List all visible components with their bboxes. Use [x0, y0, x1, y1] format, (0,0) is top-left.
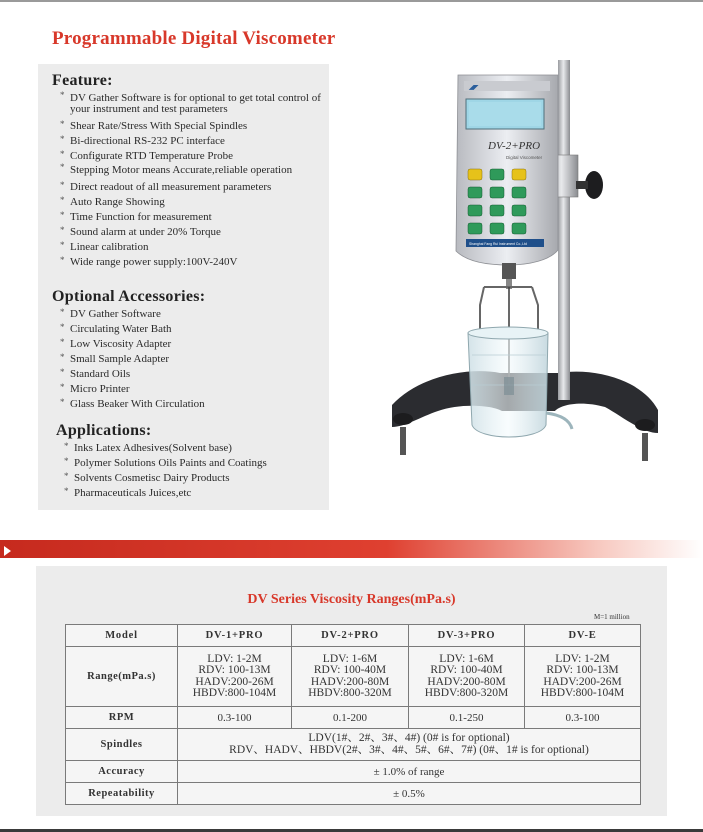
page-title: Programmable Digital Viscometer — [52, 28, 336, 49]
keypad-key — [490, 187, 504, 198]
list-item: * Polymer Solutions Oils Paints and Coatings — [64, 456, 326, 471]
list-item: * Bi-directional RS-232 PC interface — [60, 134, 326, 149]
list-item: * Circulating Water Bath — [60, 322, 320, 337]
keypad-key — [512, 187, 526, 198]
stand-foot-right — [642, 433, 648, 461]
range-cell: LDV: 1-6M RDV: 100-40M HADV:200-80M HBDV:800-320M — [409, 647, 525, 707]
row-label: Repeatability — [66, 783, 178, 805]
table-row — [66, 647, 641, 707]
stand-pole — [558, 60, 570, 400]
arrow-right-icon — [4, 546, 11, 556]
list-item: * Sound alarm at under 20% Torque — [60, 225, 326, 240]
range-cell: LDV: 1-2M RDV: 100-13M HADV:200-26M HBDV:800-104M — [178, 647, 292, 707]
header-cell: DV-3+PRO — [409, 625, 525, 647]
section-divider-band — [0, 540, 703, 558]
accessories-list — [60, 307, 320, 412]
header-cell: DV-2+PRO — [292, 625, 409, 647]
list-item: * Low Viscosity Adapter — [60, 337, 320, 352]
list-item: * DV Gather Software is for optional to get total control of your instrument and test parameters — [60, 92, 326, 115]
svg-text:◢◤: ◢◤ — [469, 85, 479, 91]
feature-list — [60, 92, 326, 270]
stand-foot-pad-right — [635, 419, 655, 431]
spindle-coupling — [502, 263, 516, 279]
stand-foot-left — [400, 427, 406, 455]
spindles-cell: LDV(1#、2#、3#、4#) (0# is for optional) RDV、HADV、HBDV(2#、3#、4#、5#、6#、7#) (0#、1# is for optional) — [178, 729, 641, 761]
viscometer-illustration — [380, 55, 670, 475]
list-item: * Standard Oils — [60, 367, 320, 382]
table-title: DV Series Viscosity Ranges(mPa.s) — [247, 592, 456, 607]
list-item: * Linear calibration — [60, 240, 326, 255]
accessories-heading: Optional Accessories: — [52, 288, 206, 305]
header-cell: Model — [66, 625, 178, 647]
viscosity-ranges-table — [65, 624, 641, 805]
table-row — [66, 729, 641, 761]
table-row — [66, 761, 641, 783]
applications-heading: Applications: — [56, 422, 152, 439]
row-label: Spindles — [66, 729, 178, 761]
row-label: Range(mPa.s) — [66, 647, 178, 707]
feature-heading: Feature: — [52, 72, 113, 89]
list-item: * Stepping Motor means Accurate,reliable operation — [60, 164, 326, 176]
list-item: * Inks Latex Adhesives(Solvent base) — [64, 441, 326, 456]
repeatability-cell: ± 0.5% — [178, 783, 641, 805]
table-row — [66, 783, 641, 805]
keypad-key — [468, 169, 482, 180]
list-item: * Auto Range Showing — [60, 195, 326, 210]
applications-list — [64, 441, 326, 501]
keypad-key — [490, 169, 504, 180]
table-row — [66, 625, 641, 647]
display-model: DV-2+PRO — [488, 140, 541, 152]
row-label: RPM — [66, 707, 178, 729]
rpm-cell: 0.1-200 — [292, 707, 409, 729]
keypad-key — [468, 205, 482, 216]
rpm-cell: 0.3-100 — [525, 707, 641, 729]
brand-plate: Shanghai Fang Rui Instrument Co.,Ltd — [469, 242, 527, 246]
list-item: * Small Sample Adapter — [60, 352, 320, 367]
table-row — [66, 707, 641, 729]
display-subtitle: Digital Viscometer — [506, 155, 543, 160]
keypad-key — [512, 205, 526, 216]
keypad-key — [512, 169, 526, 180]
list-item: * Time Function for measurement — [60, 210, 326, 225]
keypad-key — [468, 223, 482, 234]
table-note: M=1 million — [594, 613, 630, 621]
header-cell: DV-E — [525, 625, 641, 647]
accuracy-cell: ± 1.0% of range — [178, 761, 641, 783]
list-item: * Shear Rate/Stress With Special Spindles — [60, 119, 326, 134]
top-edge — [0, 0, 703, 2]
list-item: * Wide range power supply:100V-240V — [60, 255, 326, 270]
list-item: * Configurate RTD Temperature Probe — [60, 149, 326, 164]
keypad-key — [490, 205, 504, 216]
keypad-key — [490, 223, 504, 234]
list-item: * Solvents Cosmetisc Dairy Products — [64, 471, 326, 486]
list-item: * Direct readout of all measurement parameters — [60, 180, 326, 195]
rpm-cell: 0.3-100 — [178, 707, 292, 729]
list-item: * DV Gather Software — [60, 307, 320, 322]
row-label: Accuracy — [66, 761, 178, 783]
range-cell: LDV: 1-6M RDV: 100-40M HADV:200-80M HBDV:800-320M — [292, 647, 409, 707]
rpm-cell: 0.1-250 — [409, 707, 525, 729]
header-cell: DV-1+PRO — [178, 625, 292, 647]
keypad-key — [512, 223, 526, 234]
range-cell: LDV: 1-2M RDV: 100-13M HADV:200-26M HBDV:800-104M — [525, 647, 641, 707]
keypad-key — [468, 187, 482, 198]
list-item: * Glass Beaker With Circulation — [60, 397, 320, 412]
list-item: * Pharmaceuticals Juices,etc — [64, 486, 326, 501]
list-item: * Micro Printer — [60, 382, 320, 397]
stand-foot-pad-left — [393, 413, 413, 425]
